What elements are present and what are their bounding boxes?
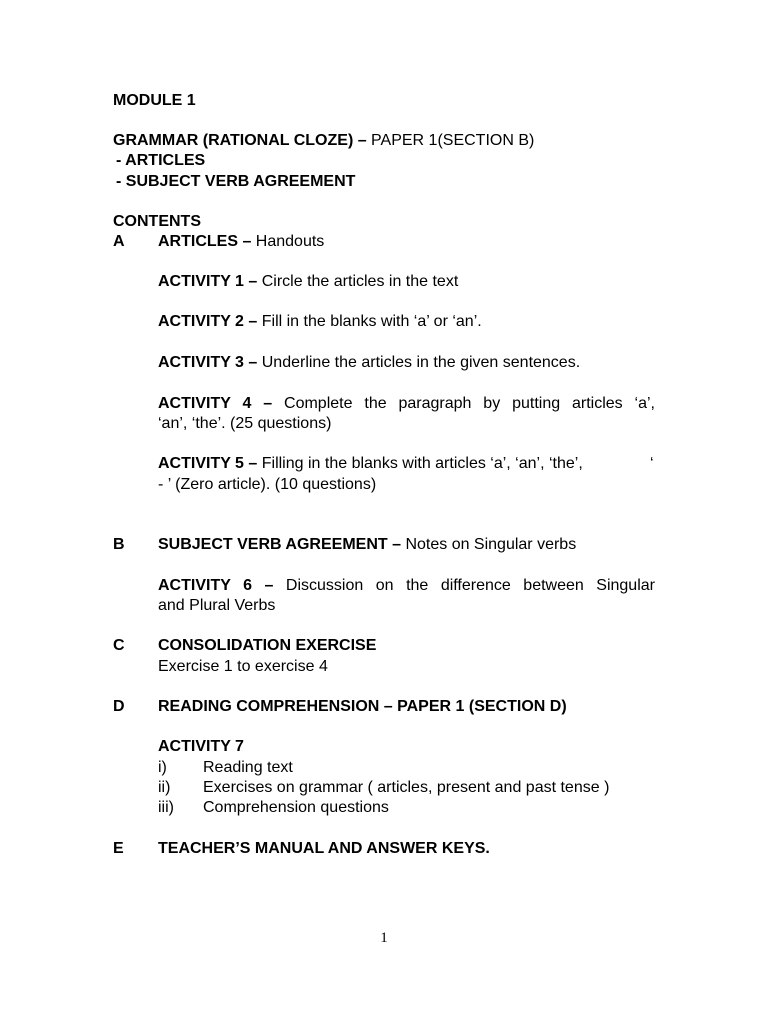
activity-3-text: Underline the articles in the given sentences. bbox=[257, 354, 581, 371]
section-b-letter: B bbox=[113, 536, 125, 553]
activity-5-quote: ‘ bbox=[650, 455, 654, 472]
item-text: Exercises on grammar ( articles, present and past tense ) bbox=[203, 779, 610, 796]
section-a-title-bold: ARTICLES – bbox=[158, 233, 252, 250]
section-d-title: READING COMPREHENSION – PAPER 1 (SECTION D) bbox=[158, 698, 567, 715]
activity-6-label: ACTIVITY 6 – bbox=[158, 577, 274, 594]
item-text: Comprehension questions bbox=[203, 799, 389, 816]
activity-3-label: ACTIVITY 3 – bbox=[158, 354, 258, 371]
activity-2 bbox=[158, 312, 482, 332]
section-c-title: CONSOLIDATION EXERCISE bbox=[158, 637, 377, 654]
activity-3 bbox=[158, 353, 580, 373]
section-b-title-rest: Notes on Singular verbs bbox=[401, 536, 577, 553]
section-b-title bbox=[158, 535, 576, 555]
item-num: iii) bbox=[158, 799, 174, 816]
activity-2-label: ACTIVITY 2 – bbox=[158, 313, 258, 330]
grammar-heading bbox=[113, 131, 534, 151]
activity-6-text-cont: and Plural Verbs bbox=[158, 597, 276, 614]
activity-5 bbox=[158, 454, 583, 474]
section-e-title: TEACHER’S MANUAL AND ANSWER KEYS. bbox=[158, 840, 490, 857]
section-a-title bbox=[158, 232, 324, 252]
grammar-heading-bold: GRAMMAR (RATIONAL CLOZE) – bbox=[113, 132, 367, 149]
section-e-letter: E bbox=[113, 840, 124, 857]
activity-1-text: Circle the articles in the text bbox=[257, 273, 459, 290]
grammar-bullet-sva: - SUBJECT VERB AGREEMENT bbox=[116, 173, 356, 190]
section-d-letter: D bbox=[113, 698, 125, 715]
contents-heading: CONTENTS bbox=[113, 213, 201, 230]
activity-4-label: ACTIVITY 4 – bbox=[158, 395, 273, 412]
grammar-heading-rest: PAPER 1(SECTION B) bbox=[366, 132, 535, 149]
activity-1-label: ACTIVITY 1 – bbox=[158, 273, 258, 290]
item-text: Reading text bbox=[203, 759, 293, 776]
section-a-letter: A bbox=[113, 233, 125, 250]
page-number: 1 bbox=[380, 930, 388, 946]
activity-4 bbox=[158, 394, 655, 414]
activity-4-text-cont: ‘an’, ‘the’. (25 questions) bbox=[158, 415, 332, 432]
section-c-letter: C bbox=[113, 637, 125, 654]
activity-5-text-cont: - ’ (Zero article). (10 questions) bbox=[158, 476, 377, 493]
section-c-subtitle: Exercise 1 to exercise 4 bbox=[158, 658, 328, 675]
item-num: i) bbox=[158, 759, 167, 776]
item-num: ii) bbox=[158, 779, 171, 796]
activity-6 bbox=[158, 576, 655, 596]
activity-5-text: Filling in the blanks with articles ‘a’, ‘an’, ‘the’, bbox=[257, 455, 583, 472]
section-b-title-bold: SUBJECT VERB AGREEMENT – bbox=[158, 536, 401, 553]
activity-6-text: Discussion on the difference between Singular bbox=[273, 577, 655, 594]
activity-5-label: ACTIVITY 5 – bbox=[158, 455, 258, 472]
module-title: MODULE 1 bbox=[113, 92, 196, 109]
activity-1 bbox=[158, 272, 458, 292]
grammar-bullet-articles: - ARTICLES bbox=[116, 152, 206, 169]
activity-4-text: Complete the paragraph by putting articles ‘a’, bbox=[272, 395, 655, 412]
section-a-title-rest: Handouts bbox=[251, 233, 325, 250]
activity-2-text: Fill in the blanks with ‘a’ or ‘an’. bbox=[257, 313, 482, 330]
activity-7-label: ACTIVITY 7 bbox=[158, 738, 244, 755]
